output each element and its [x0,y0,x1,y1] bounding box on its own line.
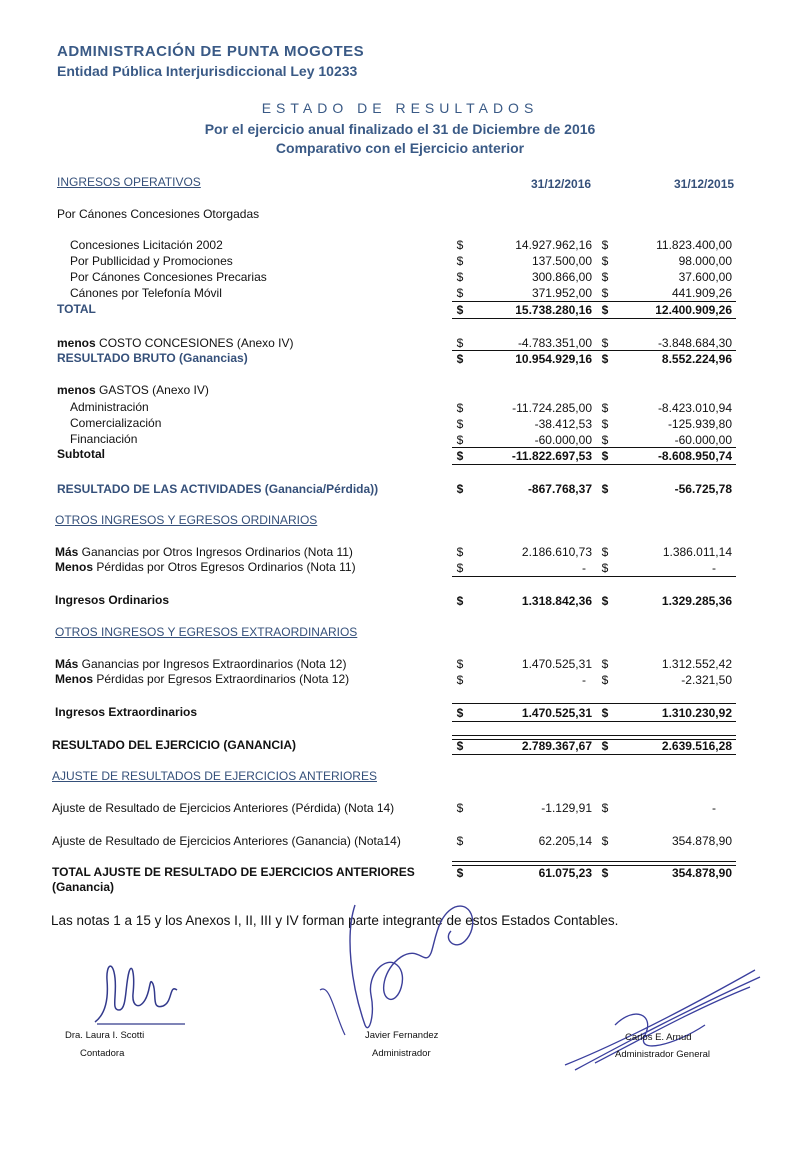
value-2015: -8.423.010,94 [657,401,732,415]
currency-symbol: $ [601,594,609,608]
prefix: menos [57,383,96,397]
value-2016: 371.952,00 [531,286,592,300]
row-label: Comercialización [70,416,162,430]
currency-symbol: $ [601,866,609,880]
section-otros-extraordinarios: OTROS INGRESOS Y EGRESOS EXTRAORDINARIOS [55,625,358,639]
row-label-actividades: RESULTADO DE LAS ACTIVIDADES (Ganancia/Pérdida)) [57,482,379,496]
currency-symbol: $ [456,801,464,815]
value-2015: 1.329.285,36 [661,594,732,608]
row-label-total: TOTAL [57,302,96,316]
currency-symbol: $ [601,449,609,463]
row-label-aj-perdida: Ajuste de Resultado de Ejercicios Anteriores (Pérdida) (Nota 14) [52,801,395,815]
sum-underline [452,721,736,722]
row-label-gastos [57,383,209,397]
footnote: Las notas 1 a 15 y los Anexos I, II, III y IV forman parte integrante de estos Estados Contables. [51,913,619,928]
report-title: ESTADO DE RESULTADOS [261,100,539,116]
currency-symbol: $ [456,238,464,252]
currency-symbol: $ [456,254,464,268]
sum-line [452,576,736,577]
sum-line [452,301,736,302]
value-2015: - [712,561,716,575]
section-otros-ordinarios: OTROS INGRESOS Y EGRESOS ORDINARIOS [55,513,318,527]
row-label-subtotal: Subtotal [57,447,105,461]
currency-symbol: $ [456,352,464,366]
row-label: Por Cánones Concesiones Precarias [70,270,267,284]
label-text: Ganancias por Otros Ingresos Ordinarios (Nota 11) [78,545,353,559]
value-2016: 62.205,14 [538,834,592,848]
currency-symbol: $ [456,866,464,880]
currency-symbol: $ [456,482,464,496]
row-label: Cánones por Telefonía Móvil [70,286,222,300]
value-2016: 10.954.929,16 [515,352,592,366]
prefix: Menos [55,672,94,686]
currency-symbol: $ [601,270,609,284]
signatory-name-2: Javier Fernandez [365,1030,439,1041]
currency-symbol: $ [601,286,609,300]
label-text: Ganancias por Ingresos Extraordinarios (Nota 12) [78,657,347,671]
currency-symbol: $ [601,238,609,252]
value-2016: -867.768,37 [527,482,592,496]
currency-symbol: $ [601,433,609,447]
row-label: Por Publlicidad y Promociones [70,254,233,268]
row-label-aj-ganancia: Ajuste de Resultado de Ejercicios Anteriores (Ganancia) (Nota14) [52,834,401,848]
value-2015: -8.608.950,74 [657,449,732,463]
value-2015: 1.310.230,92 [661,706,732,720]
value-2015: 354.878,90 [671,834,732,848]
signature-arnud-icon [555,965,770,1080]
row-label: Financiación [70,432,138,446]
label-text: GASTOS (Anexo IV) [95,383,209,397]
entity-name: Entidad Pública Interjurisdiccional Ley 10233 [57,63,358,79]
value-2016: 1.318.842,36 [521,594,592,608]
currency-symbol: $ [456,433,464,447]
currency-symbol: $ [456,561,464,575]
value-2016: - [582,561,586,575]
value-2016: -11.724.285,00 [512,401,592,415]
value-2015: -56.725,78 [674,482,732,496]
currency-symbol: $ [456,657,464,671]
value-2016: -1.129,91 [541,801,592,815]
currency-symbol: $ [601,401,609,415]
currency-symbol: $ [601,352,609,366]
sum-line [452,447,736,448]
signatory-role-2: Administrador [372,1048,431,1059]
currency-symbol: $ [456,303,464,317]
subheading-canones: Por Cánones Concesiones Otorgadas [57,207,260,221]
value-2016: -4.783.351,00 [517,336,592,350]
currency-symbol: $ [601,303,609,317]
row-label-menos-ord [55,560,356,574]
org-name: ADMINISTRACIÓN DE PUNTA MOGOTES [57,43,365,60]
sum-line [452,350,736,351]
currency-symbol: $ [601,545,609,559]
currency-symbol: $ [601,673,609,687]
signature-fernandez-icon [315,895,495,1045]
value-2016: 2.789.367,67 [521,739,592,753]
currency-symbol: $ [456,449,464,463]
row-label-bruto: RESULTADO BRUTO (Ganancias) [57,351,248,365]
label-text: COSTO CONCESIONES (Anexo IV) [95,336,294,350]
value-2015: 1.312.552,42 [661,657,732,671]
currency-symbol: $ [456,286,464,300]
section-ajuste: AJUSTE DE RESULTADOS DE EJERCICIOS ANTERIORES [52,769,377,783]
currency-symbol: $ [456,739,464,753]
signatory-role-3: Administrador General [615,1049,711,1060]
report-comparative: Comparativo con el Ejercicio anterior [275,140,525,156]
currency-symbol: $ [601,254,609,268]
signature-scotti-icon [85,950,195,1030]
value-2015: 37.600,00 [678,270,732,284]
col-header-2016: 31/12/2016 [531,177,592,191]
section-ingresos-operativos: INGRESOS OPERATIVOS [57,175,201,189]
signatory-name-1: Dra. Laura I. Scotti [65,1030,145,1041]
row-label-mas-ext [55,657,346,671]
value-2015: 8.552.224,96 [661,352,732,366]
value-2015: 98.000,00 [678,254,732,268]
currency-symbol: $ [601,417,609,431]
row-label-ing-ext: Ingresos Extraordinarios [55,705,198,719]
currency-symbol: $ [456,336,464,350]
total-underline [452,318,736,319]
row-label-total-ajuste-2: (Ganancia) [52,880,115,894]
row-label: Concesiones Licitación 2002 [70,238,223,252]
currency-symbol: $ [456,545,464,559]
value-2015: -60.000,00 [674,433,732,447]
report-subtitle: Por el ejercicio anual finalizado el 31 de Diciembre de 2016 [204,121,596,137]
value-2016: 14.927.962,16 [515,238,592,252]
value-2016: 1.470.525,31 [521,657,592,671]
signatory-role-1: Contadora [80,1048,125,1059]
value-2015: 2.639.516,28 [661,739,732,753]
value-2015: 12.400.909,26 [655,303,732,317]
row-label-total-ajuste: TOTAL AJUSTE DE RESULTADO DE EJERCICIOS ANTERIORES [52,865,415,879]
currency-symbol: $ [456,594,464,608]
currency-symbol: $ [601,336,609,350]
label-text: Pérdidas por Otros Egresos Ordinarios (Nota 11) [93,560,356,574]
prefix: Más [55,657,79,671]
value-2016: 300.866,00 [531,270,592,284]
subtotal-underline [452,464,736,465]
col-header-2015: 31/12/2015 [674,177,735,191]
currency-symbol: $ [601,706,609,720]
row-label-menos-ext [55,672,349,686]
signatory-name-3: Carlos E. Arnud [625,1032,692,1043]
value-2016: -38.412,53 [534,417,592,431]
currency-symbol: $ [456,706,464,720]
currency-symbol: $ [456,673,464,687]
currency-symbol: $ [601,657,609,671]
prefix: Más [55,545,79,559]
value-2016: - [582,673,586,687]
currency-symbol: $ [456,270,464,284]
label-text: Pérdidas por Egresos Extraordinarios (Nota 12) [93,672,350,686]
currency-symbol: $ [601,561,609,575]
currency-symbol: $ [601,482,609,496]
prefix: Menos [55,560,94,574]
sum-line [452,703,736,704]
value-2015: 441.909,26 [671,286,732,300]
value-2016: -11.822.697,53 [511,449,592,463]
row-label-mas-ord [55,545,353,559]
value-2015: -3.848.684,30 [657,336,732,350]
value-2016: 61.075,23 [538,866,592,880]
row-label: Administración [70,400,149,414]
row-label-costo [57,336,294,350]
value-2016: 1.470.525,31 [521,706,592,720]
value-2016: 2.186.610,73 [521,545,592,559]
value-2015: 354.878,90 [671,866,732,880]
prefix: menos [57,336,96,350]
currency-symbol: $ [456,417,464,431]
value-2015: - [712,801,716,815]
value-2016: 15.738.280,16 [515,303,592,317]
value-2015: 1.386.011,14 [662,545,732,559]
row-label-ejercicio: RESULTADO DEL EJERCICIO (GANANCIA) [52,738,297,752]
currency-symbol: $ [456,401,464,415]
currency-symbol: $ [601,801,609,815]
value-2015: -2.321,50 [681,673,732,687]
ejercicio-underline [452,754,736,755]
row-label-ing-ord: Ingresos Ordinarios [55,593,170,607]
value-2016: 137.500,00 [531,254,592,268]
value-2016: -60.000,00 [534,433,592,447]
currency-symbol: $ [601,834,609,848]
currency-symbol: $ [456,834,464,848]
currency-symbol: $ [601,739,609,753]
value-2015: 11.823.400,00 [656,238,732,252]
value-2015: -125.939,80 [667,417,732,431]
